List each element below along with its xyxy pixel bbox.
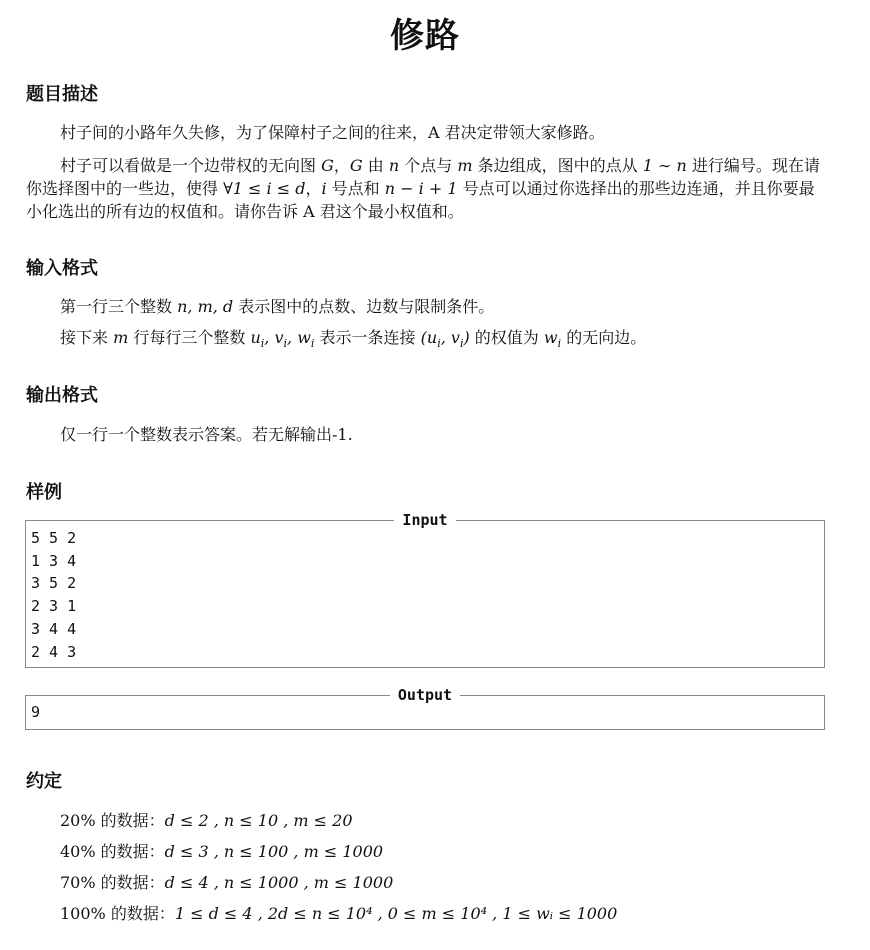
sample-output-box — [25, 686, 825, 730]
description-paragraph-1: 村子间的小路年久失修，为了保障村子之间的往来，A 君决定带领大家修路。 — [60, 123, 605, 142]
constraint-row: 40% 的数据：d ≤ 3 , n ≤ 100 , m ≤ 1000 — [60, 842, 384, 861]
section-heading-output: 输出格式 — [26, 385, 98, 406]
section-heading-description: 题目描述 — [26, 84, 98, 105]
output-format-text: 仅一行一个整数表示答案。若无解输出-1. — [60, 425, 353, 444]
page-title: 修路 — [390, 16, 460, 56]
constraint-row: 20% 的数据：d ≤ 2 , n ≤ 10 , m ≤ 20 — [60, 811, 353, 830]
sample-output-label: Output — [390, 686, 460, 704]
input-format-line-2: 接下来 m 行每行三个整数 $u_i$, $v_i$, $w_i$ 表示一条连接 ($u_i$, $v_i$) 的权值为 $w_i$ 的无向边。 — [60, 328, 647, 351]
input-format-line-1: 第一行三个整数 n, m, d 表示图中的点数、边数与限制条件。 — [60, 297, 495, 316]
section-heading-constraints: 约定 — [26, 771, 62, 792]
sample-input-label: Input — [394, 511, 455, 529]
section-heading-input: 输入格式 — [26, 258, 98, 279]
section-heading-sample: 样例 — [26, 482, 62, 503]
constraint-row: 100% 的数据：1 ≤ d ≤ 4 , 2d ≤ n ≤ 10⁴ , 0 ≤ m ≤ 10⁴ , 1 ≤ wᵢ ≤ 1000 — [60, 904, 618, 923]
sample-input-box — [25, 511, 825, 668]
constraint-row: 70% 的数据：d ≤ 4 , n ≤ 1000 , m ≤ 1000 — [60, 873, 394, 892]
sample-output-content: 9 — [31, 703, 41, 721]
sample-input-content: 5 5 2 1 3 4 3 5 2 2 3 1 3 4 4 2 4 3 — [31, 529, 77, 661]
description-paragraph-2: 村子可以看做是一个边带权的无向图 G，G 由 n 个点与 m 条边组成，图中的点从 1 ∼ n 进行编号。现在请你选择图中的一些边，使得 ∀1 ≤ i ≤ d，i 号点和 n − i + 1 号点可以通过你选择出的那些边连通，并且你要最小化选出的所有边的权值和。请你告诉 A 君这个最小权值和。 — [26, 156, 820, 221]
